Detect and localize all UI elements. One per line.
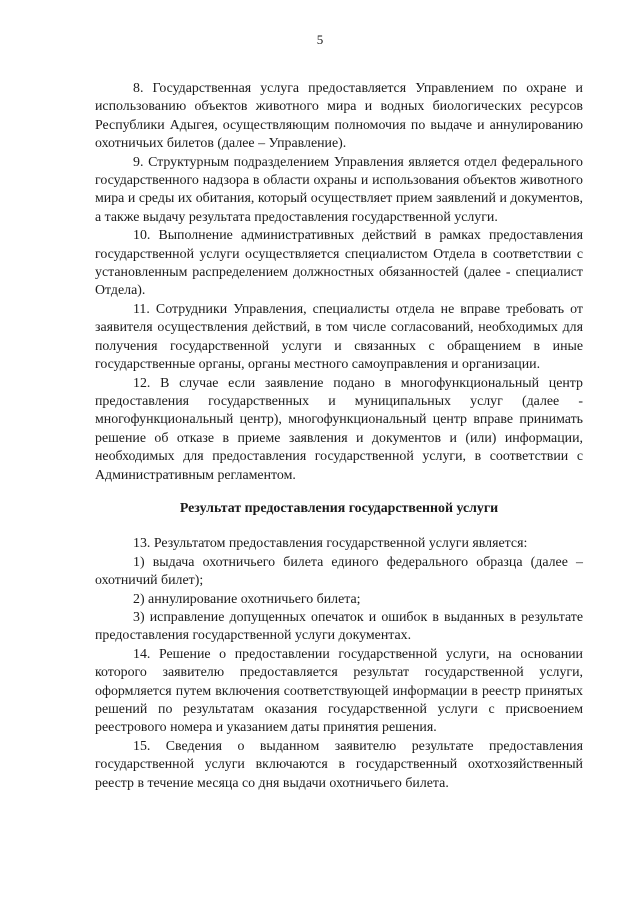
paragraph-15: 15. Сведения о выданном заявителю результате предоставления государственной услуги включаются в государственный охотхозяйственный реестр в течение месяца со дня выдачи охотничьего билета. — [95, 738, 583, 791]
paragraph-8: 8. Государственная услуга предоставляется Управлением по охране и использованию объектов животного мира и водных биологических ресурсов Республики Адыгея, осуществляющим полномочия по выдаче и аннулированию охотничьих билетов (далее – Управление). — [95, 81, 583, 152]
paragraph-13: 13. Результатом предоставления государственной услуги является: — [133, 536, 528, 552]
page-number: 5 — [316, 32, 324, 47]
paragraph-9: 9. Структурным подразделением Управления является отдел федерального государственного надзора в области охраны и использования объектов животного мира и среды их обитания, который осуществляет прием заявлений и документов, а также выдачу результата предоставления государственной услуги. — [95, 154, 583, 225]
document-body — [95, 80, 583, 793]
paragraph-14: 14. Решение о предоставлении государственной услуги, на основании которого заявителю предоставляется результат государственной услуги, оформляется путем включения соответствующей информации в реестр принятых решений по результатам оказания государственной услуги с присвоением реестрового номера и указанием даты принятия решения. — [95, 646, 583, 736]
list-item-3: 3) исправление допущенных опечаток и ошибок в выданных в результате предоставления государственной услуги документах. — [95, 609, 583, 644]
list-item-1: 1) выдача охотничьего билета единого федерального образца (далее – охотничий билет); — [95, 554, 583, 589]
list-item-2: 2) аннулирование охотничьего билета; — [133, 591, 361, 607]
paragraph-10: 10. Выполнение административных действий в рамках предоставления государственной услуги осуществляется специалистом Отдела в соответствии с установленным распределением должностных обязанностей (далее - специалист Отдела). — [95, 228, 583, 299]
paragraph-11: 11. Сотрудники Управления, специалисты отдела не вправе требовать от заявителя осуществления действий, в том числе согласований, необходимых для получения государственной услуги и связанных с обращением в иные государственные органы, органы местного самоуправления и организации. — [95, 301, 583, 373]
section-heading: Результат предоставления государственной услуги — [179, 500, 499, 516]
paragraph-12: 12. В случае если заявление подано в многофункциональный центр предоставления государственных и муниципальных услуг (далее - многофункциональный центр), многофункциональный центр вправе принимать решение об отказе в приеме заявления и документов и (или) информации, необходимых для предоставления государственной услуги, в соответствии с Административным регламентом. — [95, 375, 583, 483]
